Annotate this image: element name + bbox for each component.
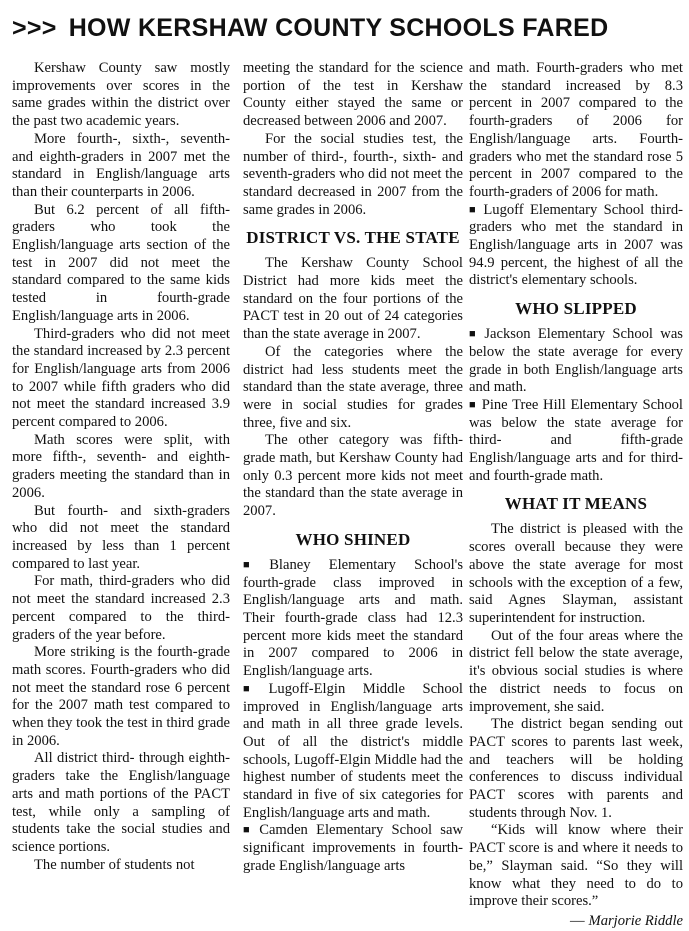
paragraph: Kershaw County saw mostly improvements over scores in the same grades within the district over the past two academic years. xyxy=(12,60,230,130)
headline-arrows-icon: >>> xyxy=(12,14,57,42)
bullet-item: ■ Lugoff-Elgin Middle School improved in English/language arts and math in all three grade levels. Out of all the district's middle schools, Lugoff-Elgin Middle had the highest number of students meet the standard in five of six categories for English/language arts and math. xyxy=(243,680,463,821)
subheading-district-vs-state: DISTRICT VS. THE STATE xyxy=(246,228,460,248)
paragraph: Third-graders who did not meet the standard increased by 2.3 percent for English/language arts from 2006 to 2007 while fifth graders who did not meet the standard increased 3.9 percent compared to 2006. xyxy=(12,325,230,431)
subheading-who-slipped: WHO SLIPPED xyxy=(515,299,637,319)
subheading-who-shined: WHO SHINED xyxy=(295,529,411,549)
paragraph: “Kids will know where their PACT score is and where it needs to be,” Slayman said. “So they will know what they need to do to improve their scores.” xyxy=(469,822,683,910)
paragraph: For math, third-graders who did not meet the standard increased 2.3 percent compared to the third-graders of the year before. xyxy=(12,573,230,643)
square-bullet-icon: ■ xyxy=(469,328,480,341)
paragraph: All district third- through eighth-graders take the English/language arts and math portions of the PACT test, while only a sampling of students take the social studies and science portions. xyxy=(12,750,230,855)
bullet-item: ■ Jackson Elementary School was below the state average for every grade in both English/language arts and math. xyxy=(469,326,683,396)
article-column-1 xyxy=(12,60,230,874)
subheading-what-it-means: WHAT IT MEANS xyxy=(504,494,648,514)
paragraph: meeting the standard for the science portion of the test in Kershaw County either stayed the same or decreased between 2006 and 2007. xyxy=(243,60,463,130)
paragraph: Math scores were split, with more fifth-, seventh- and eighth-graders meeting the standard than in 2006. xyxy=(12,431,230,501)
byline xyxy=(469,913,683,931)
paragraph: The district is pleased with the scores overall because they were above the state average for most schools with the exception of a few, said Agnes Slayman, assistant superintendent for instruction. xyxy=(469,521,683,626)
paragraph: Out of the four areas where the district fell below the state average, it's obvious social studies is where the district needs to focus on improvement, she said. xyxy=(469,627,683,715)
article-column-2 xyxy=(243,60,463,876)
paragraph: and math. Fourth-graders who met the standard increased by 8.3 percent in 2007 compared to the fourth-graders of 2006 for English/language arts. Fourth-graders who met the standard rose 5 percent in 2007 compared to the fourth-graders of 2006 for math. xyxy=(469,60,683,200)
headline-title: HOW KERSHAW COUNTY SCHOOLS FARED xyxy=(68,14,609,42)
square-bullet-icon: ■ xyxy=(243,682,264,695)
byline-author: Marjorie Riddle xyxy=(588,912,683,929)
article-column-3 xyxy=(469,60,683,931)
headline xyxy=(12,8,672,48)
paragraph: Of the categories where the district had less students meet the standard than the state average, three were in social studies for grades three, five and six. xyxy=(243,343,463,431)
paragraph: The district began sending out PACT scores to parents last week, and teachers will be holding conferences to discuss individual PACT scores with parents and students through Nov. 1. xyxy=(469,716,683,821)
paragraph: The Kershaw County School District had more kids meet the standard on the four portions of the PACT test in 20 out of 24 categories than the state average in 2007. xyxy=(243,255,463,343)
bullet-item: ■ Pine Tree Hill Elementary School was below the state average for third- and fifth-grade English/language arts and for third- and fourth-grade math. xyxy=(469,396,683,484)
bullet-item: ■ Lugoff Elementary School third-graders who met the standard in English/language arts in 2007 was 94.9 percent, the highest of all the district's elementary schools. xyxy=(469,201,683,289)
paragraph: More fourth-, sixth-, seventh- and eighth-graders in 2007 met the standard in English/language arts than their counterparts in 2006. xyxy=(12,130,230,200)
square-bullet-icon: ■ xyxy=(243,824,255,837)
square-bullet-icon: ■ xyxy=(469,398,477,411)
byline-dash: — xyxy=(569,912,585,929)
paragraph: The number of students not xyxy=(34,856,195,873)
paragraph: But 6.2 percent of all fifth-graders who took the English/language arts section of the test in 2007 did not meet the standard compared to the same kids tested in fourth-grade English/language arts in 2006. xyxy=(12,201,230,324)
paragraph: But fourth- and sixth-graders who did not meet the standard increased by less than 1 percent compared to last year. xyxy=(12,502,230,572)
square-bullet-icon: ■ xyxy=(469,203,479,216)
paragraph: For the social studies test, the number of third-, fourth-, sixth- and seventh-graders who did not meet the standard decreased in 2007 from the same grades in 2006. xyxy=(243,130,463,218)
paragraph: More striking is the fourth-grade math scores. Fourth-graders who did not meet the standard rose 6 percent for the 2007 math test compared to when they took the test in third grade in 2006. xyxy=(12,644,230,749)
square-bullet-icon: ■ xyxy=(243,558,265,571)
bullet-item: ■ Camden Elementary School saw significant improvements in fourth-grade English/language arts xyxy=(243,822,463,874)
bullet-item: ■ Blaney Elementary School's fourth-grade class improved in English/language arts and math. Their fourth-grade class had 12.3 percent more kids meet the standard in 2007 compared to 2006 in English/language arts. xyxy=(243,556,463,680)
paragraph: The other category was fifth-grade math, but Kershaw County had only 0.3 percent more kids not meet the standard than the state average in 2007. xyxy=(243,432,463,520)
